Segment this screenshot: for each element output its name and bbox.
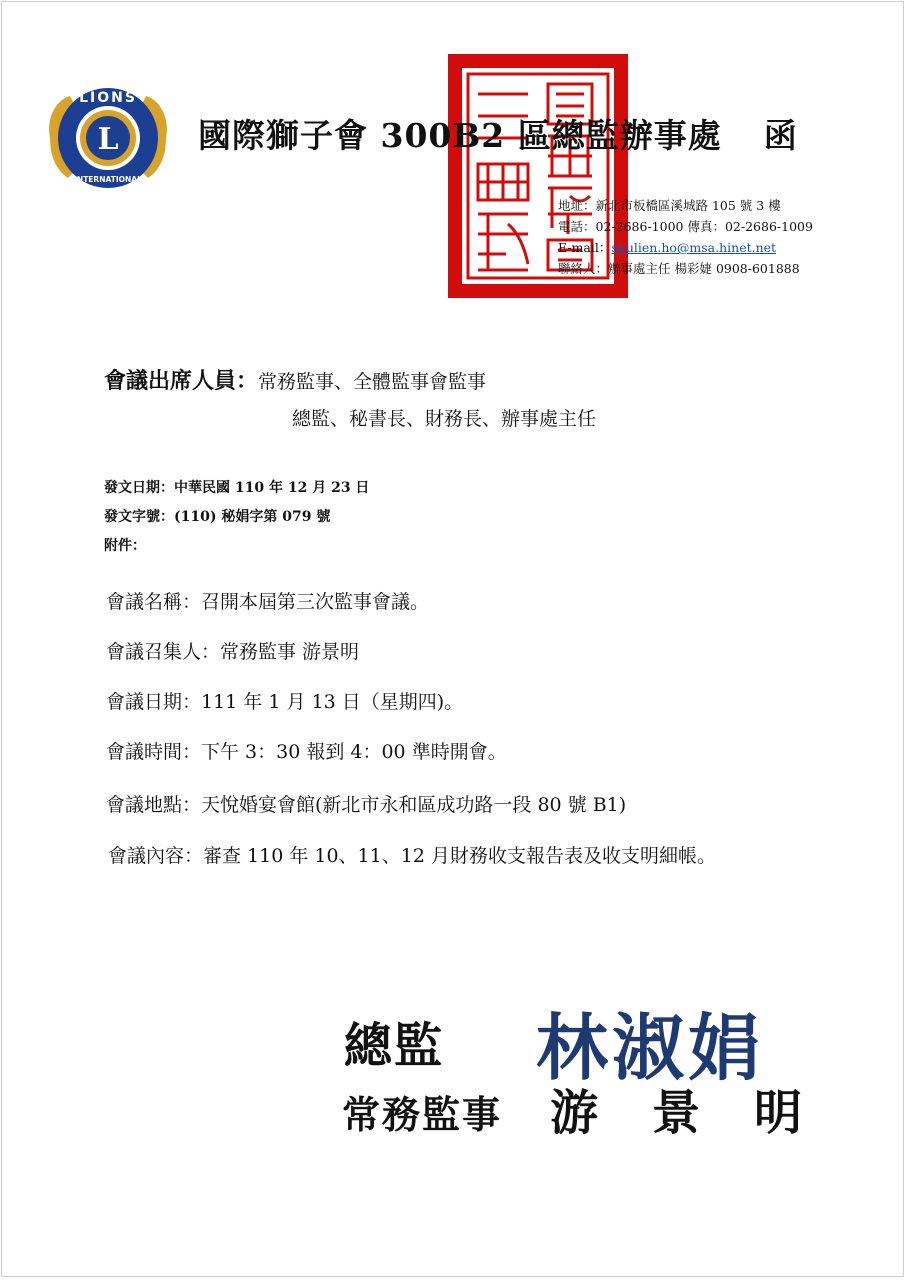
meeting-location: 會議地點：天悅婚宴會館(新北市永和區成功路一段 80 號 B1): [106, 794, 627, 816]
lions-logo-icon: [42, 78, 174, 198]
meeting-time: 會議時間：下午 3：30 報到 4：00 準時開會。: [106, 741, 507, 763]
attachment-label: 附件：: [104, 538, 146, 554]
supervisor-name-char: 景: [652, 1085, 701, 1141]
contact-block: [558, 195, 813, 279]
supervisor-signature: [550, 1074, 802, 1143]
supervisor-title: 常務監事: [342, 1092, 503, 1137]
page-title: [198, 110, 798, 157]
governor-signature: 林淑娟: [536, 1005, 765, 1090]
office-phone-fax: 電話：02-2686-1000 傳真：02-2686-1009: [558, 219, 813, 234]
document-page: [1, 1, 904, 1277]
letter-suffix: 函: [763, 116, 798, 155]
attendees-line-1: 常務監事、全體監事會監事: [258, 371, 487, 393]
office-address: 地址：新北市板橋區溪城路 105 號 3 樓: [558, 198, 781, 213]
issue-number: 發文字號：(110) 秘娟字第 079 號: [104, 509, 331, 525]
office-title: 國際獅子會 300B2 區總監辦事處: [198, 116, 722, 155]
svg-text:L: L: [97, 122, 119, 157]
contact-person: 聯絡人：辦事處主任 楊彩婕 0908-601888: [558, 261, 800, 276]
attendees-block: [104, 364, 597, 430]
office-email-line: [558, 237, 813, 258]
meeting-convener: 會議召集人：常務監事 游景明: [106, 641, 360, 663]
meeting-date: 會議日期：111 年 1 月 13 日（星期四)。: [106, 691, 464, 713]
issue-date: 發文日期：中華民國 110 年 12 月 23 日: [104, 480, 370, 496]
supervisor-name-char: 明: [754, 1085, 803, 1141]
email-label: E-mail：: [558, 240, 612, 255]
email-link[interactable]: shulien.ho@msa.hinet.net: [611, 240, 777, 255]
meeting-content: 會議內容：審查 110 年 10、11、12 月財務收支報告表及收支明細帳。: [108, 845, 716, 867]
attendees-label: 會議出席人員：: [104, 368, 259, 394]
meeting-name: 會議名稱：召開本屆第三次監事會議。: [106, 591, 430, 613]
svg-text:INTERNATIONAL: INTERNATIONAL: [74, 175, 142, 184]
attendees-line-2: 總監、秘書長、財務長、辦事處主任: [292, 408, 597, 430]
svg-text:LIONS: LIONS: [79, 90, 137, 106]
supervisor-name-char: 游: [550, 1085, 599, 1141]
document-meta: [104, 474, 369, 561]
governor-title: 總監: [344, 1018, 445, 1074]
